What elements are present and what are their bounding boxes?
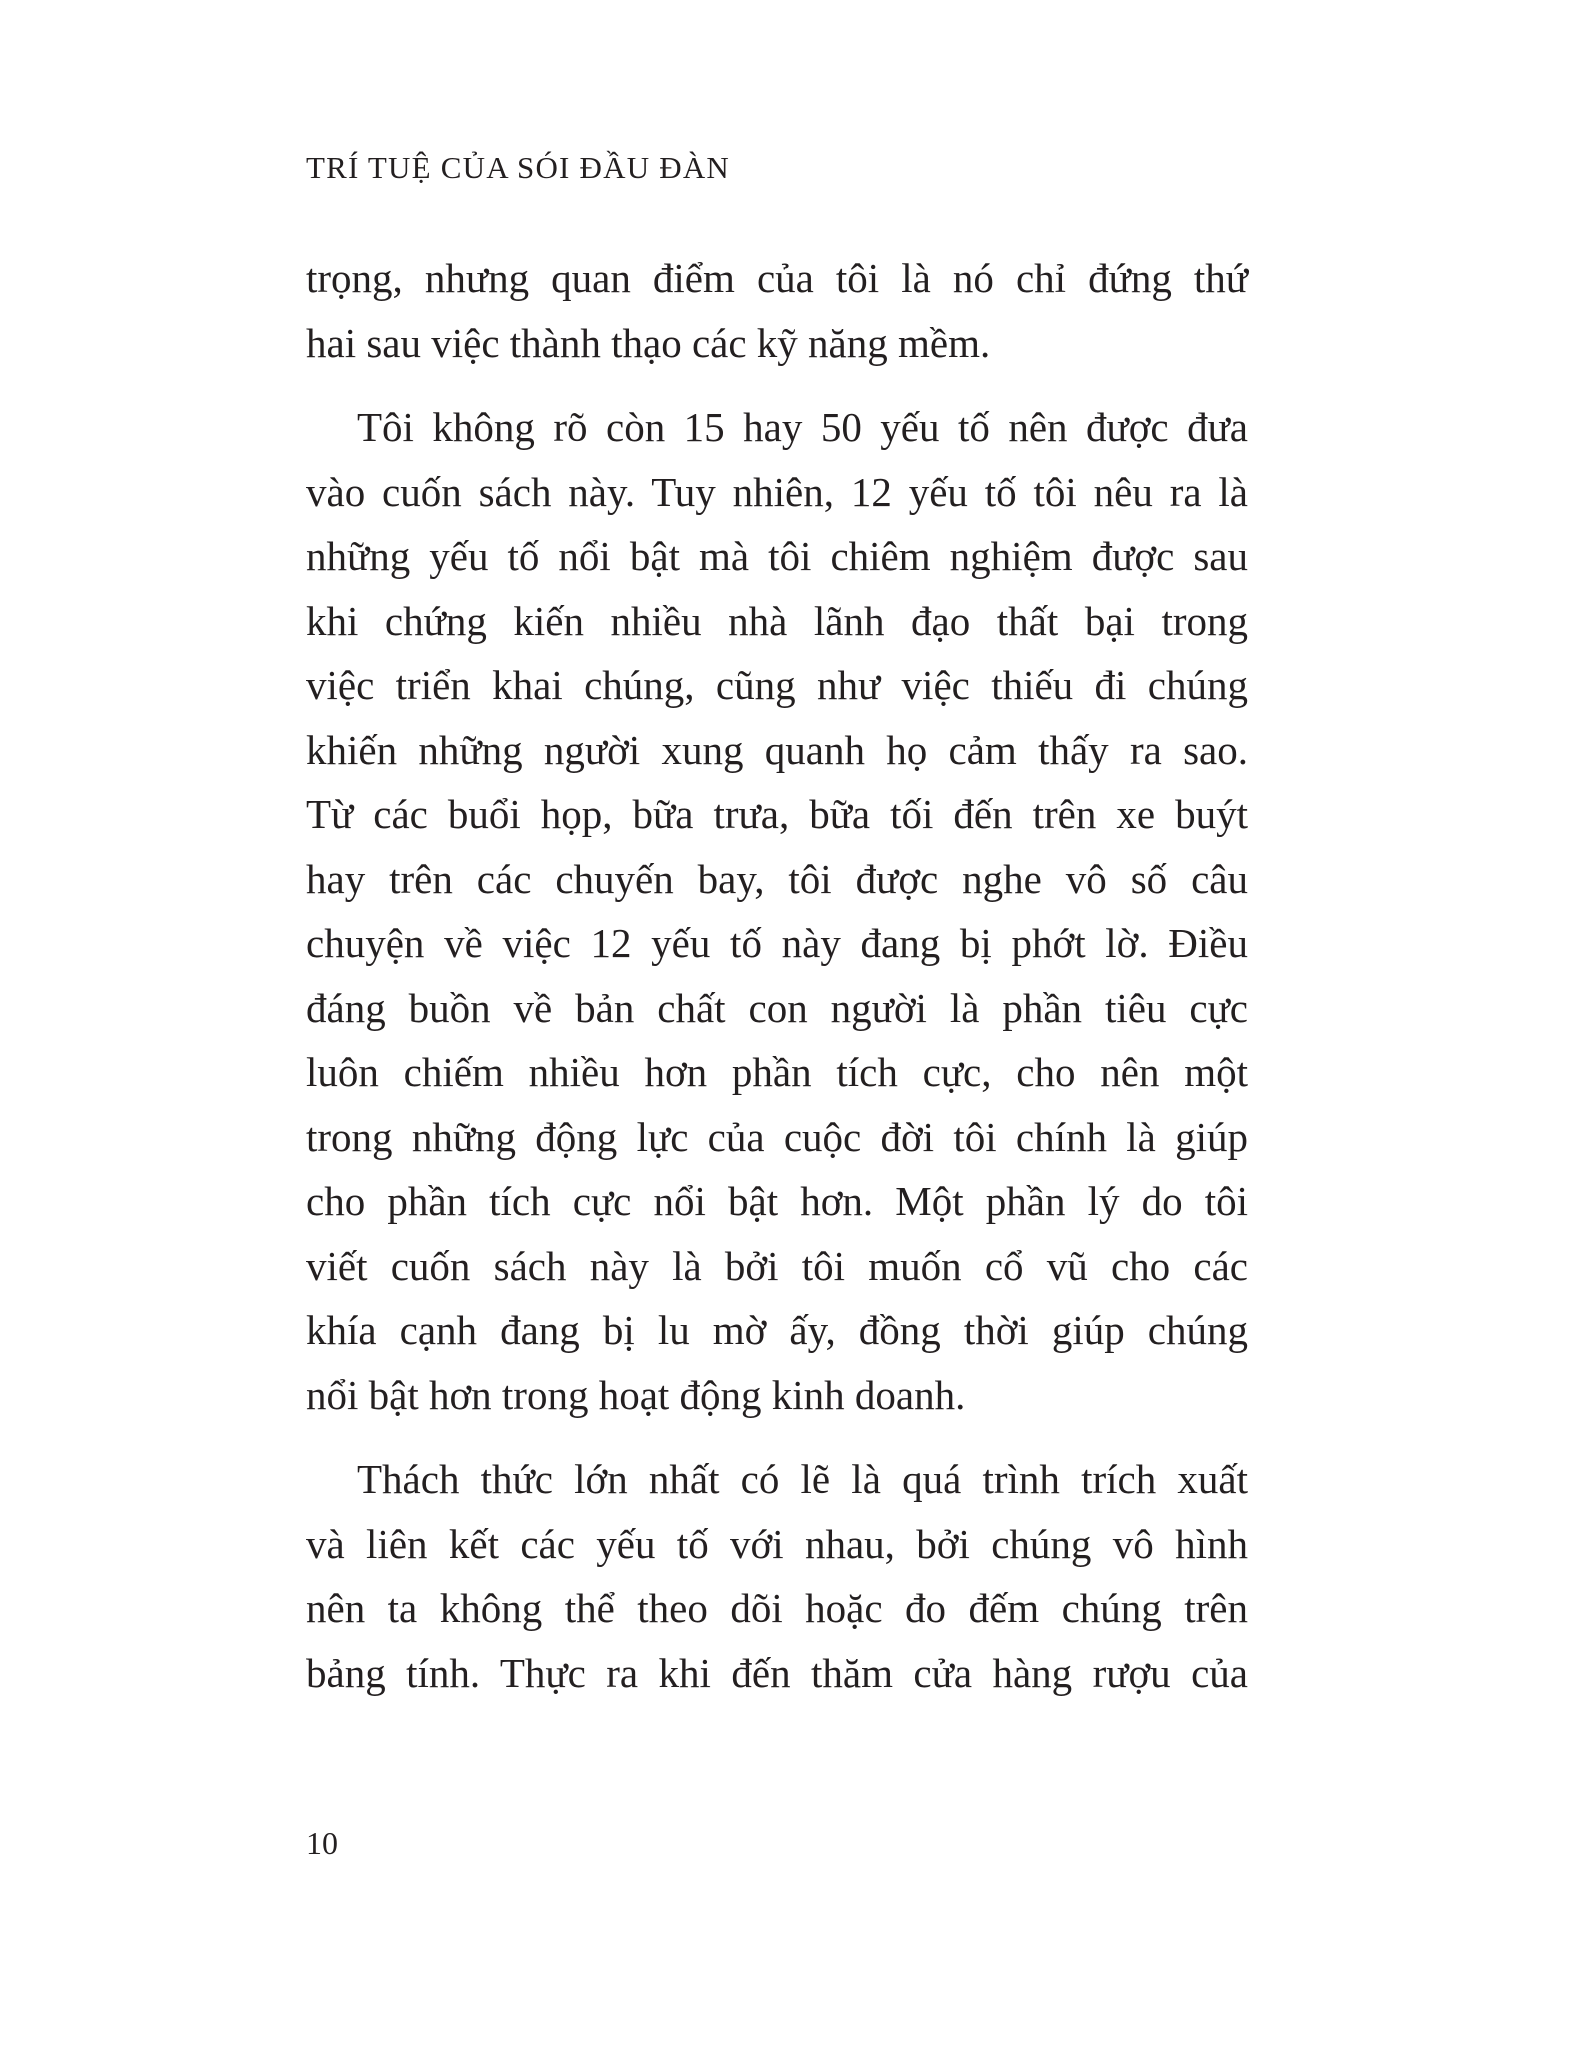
text-line: Thách thức lớn nhất có lẽ là quá trình trích xuất (357, 1456, 1248, 1502)
paragraph-1 (306, 246, 1248, 375)
text-line: khiến những người xung quanh họ cảm thấy ra sao. (306, 726, 1248, 773)
paragraph-2 (306, 395, 1248, 1427)
paragraph-3 (306, 1447, 1248, 1705)
text-line: cho phần tích cực nổi bật hơn. Một phần lý do tôi (306, 1178, 1248, 1224)
text-line: những yếu tố nổi bật mà tôi chiêm nghiệm được sau (306, 533, 1248, 579)
text-line: viết cuốn sách này là bởi tôi muốn cổ vũ cho các (306, 1242, 1248, 1289)
text-line: hai sau việc thành thạo các kỹ năng mềm. (306, 319, 991, 366)
running-head: TRÍ TUỆ CỦA SÓI ĐẦU ĐÀN (306, 150, 731, 185)
text-line: Tôi không rõ còn 15 hay 50 yếu tố nên được đưa (357, 404, 1248, 450)
text-line: luôn chiếm nhiều hơn phần tích cực, cho nên một (306, 1049, 1248, 1095)
text-line: Từ các buổi họp, bữa trưa, bữa tối đến trên xe buýt (306, 791, 1248, 837)
text-line: hay trên các chuyến bay, tôi được nghe vô số câu (306, 855, 1248, 902)
text-line: đáng buồn về bản chất con người là phần tiêu cực (306, 984, 1248, 1031)
text-line: khi chứng kiến nhiều nhà lãnh đạo thất bại trong (306, 597, 1248, 644)
text-line: khía cạnh đang bị lu mờ ấy, đồng thời giúp chúng (306, 1307, 1248, 1353)
text-line: việc triển khai chúng, cũng như việc thiếu đi chúng (306, 662, 1248, 708)
body-text (306, 246, 1248, 1725)
text-line: bảng tính. Thực ra khi đến thăm cửa hàng rượu của (306, 1649, 1248, 1696)
text-line: vào cuốn sách này. Tuy nhiên, 12 yếu tố tôi nêu ra là (306, 468, 1248, 515)
page-number: 10 (306, 1825, 338, 1861)
text-line: trong những động lực của cuộc đời tôi chính là giúp (306, 1113, 1248, 1160)
text-line: và liên kết các yếu tố với nhau, bởi chúng vô hình (306, 1520, 1248, 1567)
text-line: trọng, nhưng quan điểm của tôi là nó chỉ đứng thứ (306, 255, 1248, 301)
text-line: chuyện về việc 12 yếu tố này đang bị phớt lờ. Điều (306, 920, 1248, 966)
text-line: nên ta không thể theo dõi hoặc đo đếm chúng trên (306, 1585, 1248, 1631)
text-line: nổi bật hơn trong hoạt động kinh doanh. (306, 1371, 966, 1418)
